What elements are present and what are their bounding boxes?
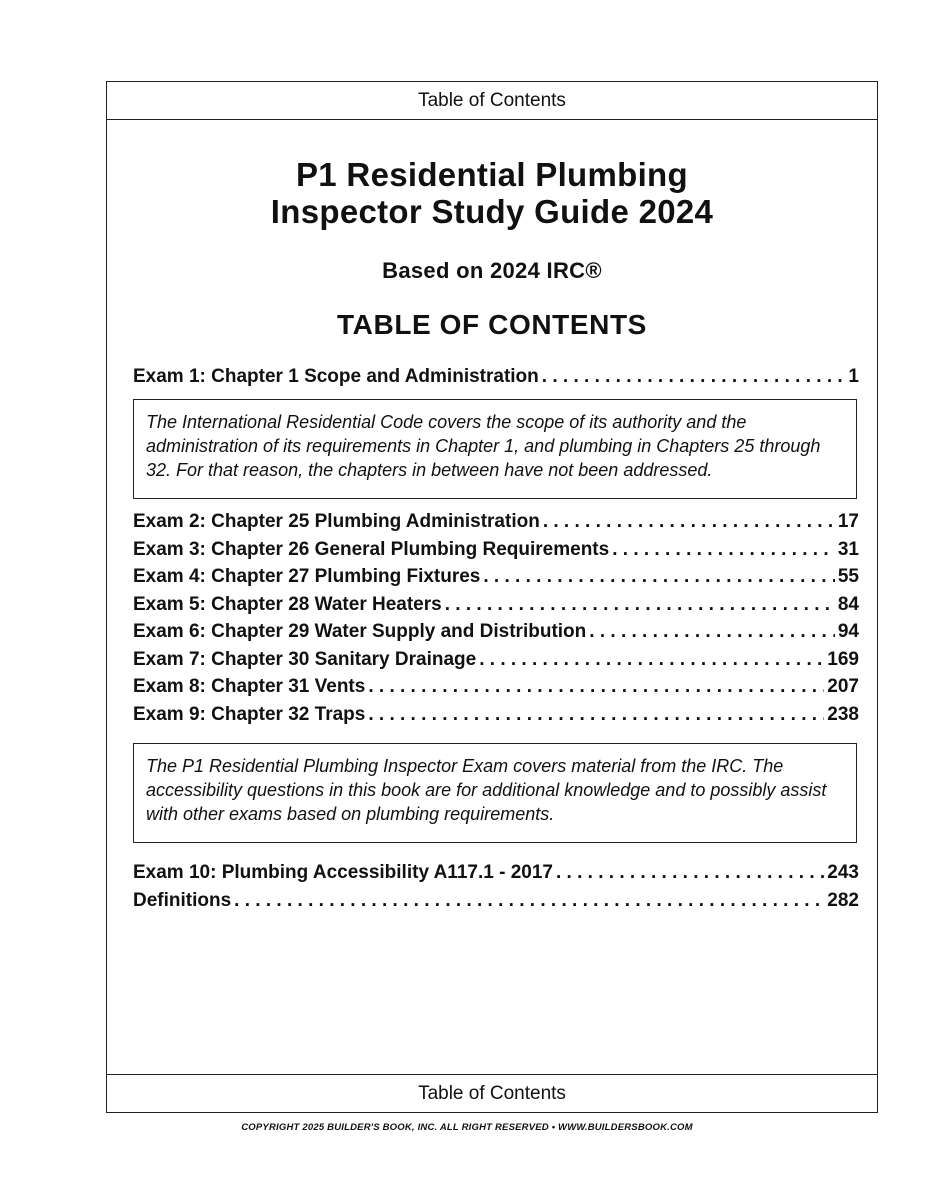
toc-entry-label: Exam 8: Chapter 31 Vents — [133, 676, 366, 697]
toc-entry-exam-2[interactable] — [133, 509, 859, 535]
toc-entry-label: Exam 3: Chapter 26 General Plumbing Requirements — [133, 539, 610, 560]
toc-entry-label: Exam 10: Plumbing Accessibility A117.1 - 2017 — [133, 862, 553, 883]
toc-entry-label: Definitions — [133, 890, 232, 911]
dot-leader — [556, 860, 824, 886]
toc-entry-label: Exam 2: Chapter 25 Plumbing Administration — [133, 511, 540, 532]
toc-entry-page: 1 — [848, 366, 859, 387]
toc-entry-page: 238 — [827, 704, 859, 725]
toc-entry-page: 84 — [837, 594, 859, 615]
dot-leader — [543, 509, 835, 535]
toc-entry-exam-9[interactable] — [133, 702, 859, 728]
page-frame — [106, 81, 878, 1113]
toc-heading: TABLE OF CONTENTS — [337, 309, 647, 340]
dot-leader — [445, 592, 835, 618]
dot-leader — [234, 888, 824, 914]
running-footer: Table of Contents — [107, 1074, 877, 1112]
toc-entry-page: 282 — [827, 890, 859, 911]
toc-entry-label: Exam 4: Chapter 27 Plumbing Fixtures — [133, 566, 481, 587]
scope-note-box: The International Residential Code covers the scope of its authority and the administration of its requirements in Chapter 1, and plumbing in Chapters 25 through 32. For that reason, the chapters in between have not been addressed. — [133, 399, 857, 499]
toc-entry-page: 243 — [827, 862, 859, 883]
dot-leader — [612, 537, 835, 563]
toc-entry-exam-3[interactable] — [133, 537, 859, 563]
book-title-line-1: P1 Residential Plumbing — [296, 156, 688, 193]
dot-leader — [368, 702, 824, 728]
copyright-notice: COPYRIGHT 2025 BUILDER'S BOOK, INC. ALL RIGHT RESERVED • WWW.BUILDERSBOOK.COM — [241, 1122, 693, 1133]
toc-entry-page: 31 — [837, 539, 859, 560]
book-subtitle: Based on 2024 IRC® — [382, 258, 602, 283]
running-header: Table of Contents — [107, 82, 877, 120]
exam-note-box: The P1 Residential Plumbing Inspector Exam covers material from the IRC. The accessibility questions in this book are for additional knowledge and to possibly assist with other exams based on plumbing requirements. — [133, 743, 857, 843]
dot-leader — [479, 647, 824, 673]
toc-entry-label: Exam 5: Chapter 28 Water Heaters — [133, 594, 442, 615]
dot-leader — [589, 619, 835, 645]
toc-entry-label: Exam 7: Chapter 30 Sanitary Drainage — [133, 649, 477, 670]
toc-entry-page: 55 — [837, 566, 859, 587]
toc-entry-label: Exam 9: Chapter 32 Traps — [133, 704, 366, 725]
book-title — [107, 156, 877, 230]
toc-entry-exam-6[interactable] — [133, 619, 859, 645]
toc-entry-exam-1[interactable] — [133, 364, 859, 390]
toc-entry-definitions[interactable] — [133, 888, 859, 914]
toc-entry-page: 94 — [837, 621, 859, 642]
toc-entry-exam-10[interactable] — [133, 860, 859, 886]
toc-entry-label: Exam 1: Chapter 1 Scope and Administration — [133, 366, 539, 387]
toc-entry-label: Exam 6: Chapter 29 Water Supply and Distribution — [133, 621, 587, 642]
book-title-line-2: Inspector Study Guide 2024 — [270, 193, 714, 230]
toc-entry-page: 17 — [837, 511, 859, 532]
toc-entry-page: 169 — [827, 649, 859, 670]
toc-entry-exam-8[interactable] — [133, 674, 859, 700]
toc-entry-exam-7[interactable] — [133, 647, 859, 673]
toc-entry-exam-4[interactable] — [133, 564, 859, 590]
toc-entry-exam-5[interactable] — [133, 592, 859, 618]
dot-leader — [368, 674, 824, 700]
toc-entry-page: 207 — [827, 676, 859, 697]
dot-leader — [483, 564, 834, 590]
dot-leader — [542, 364, 846, 390]
